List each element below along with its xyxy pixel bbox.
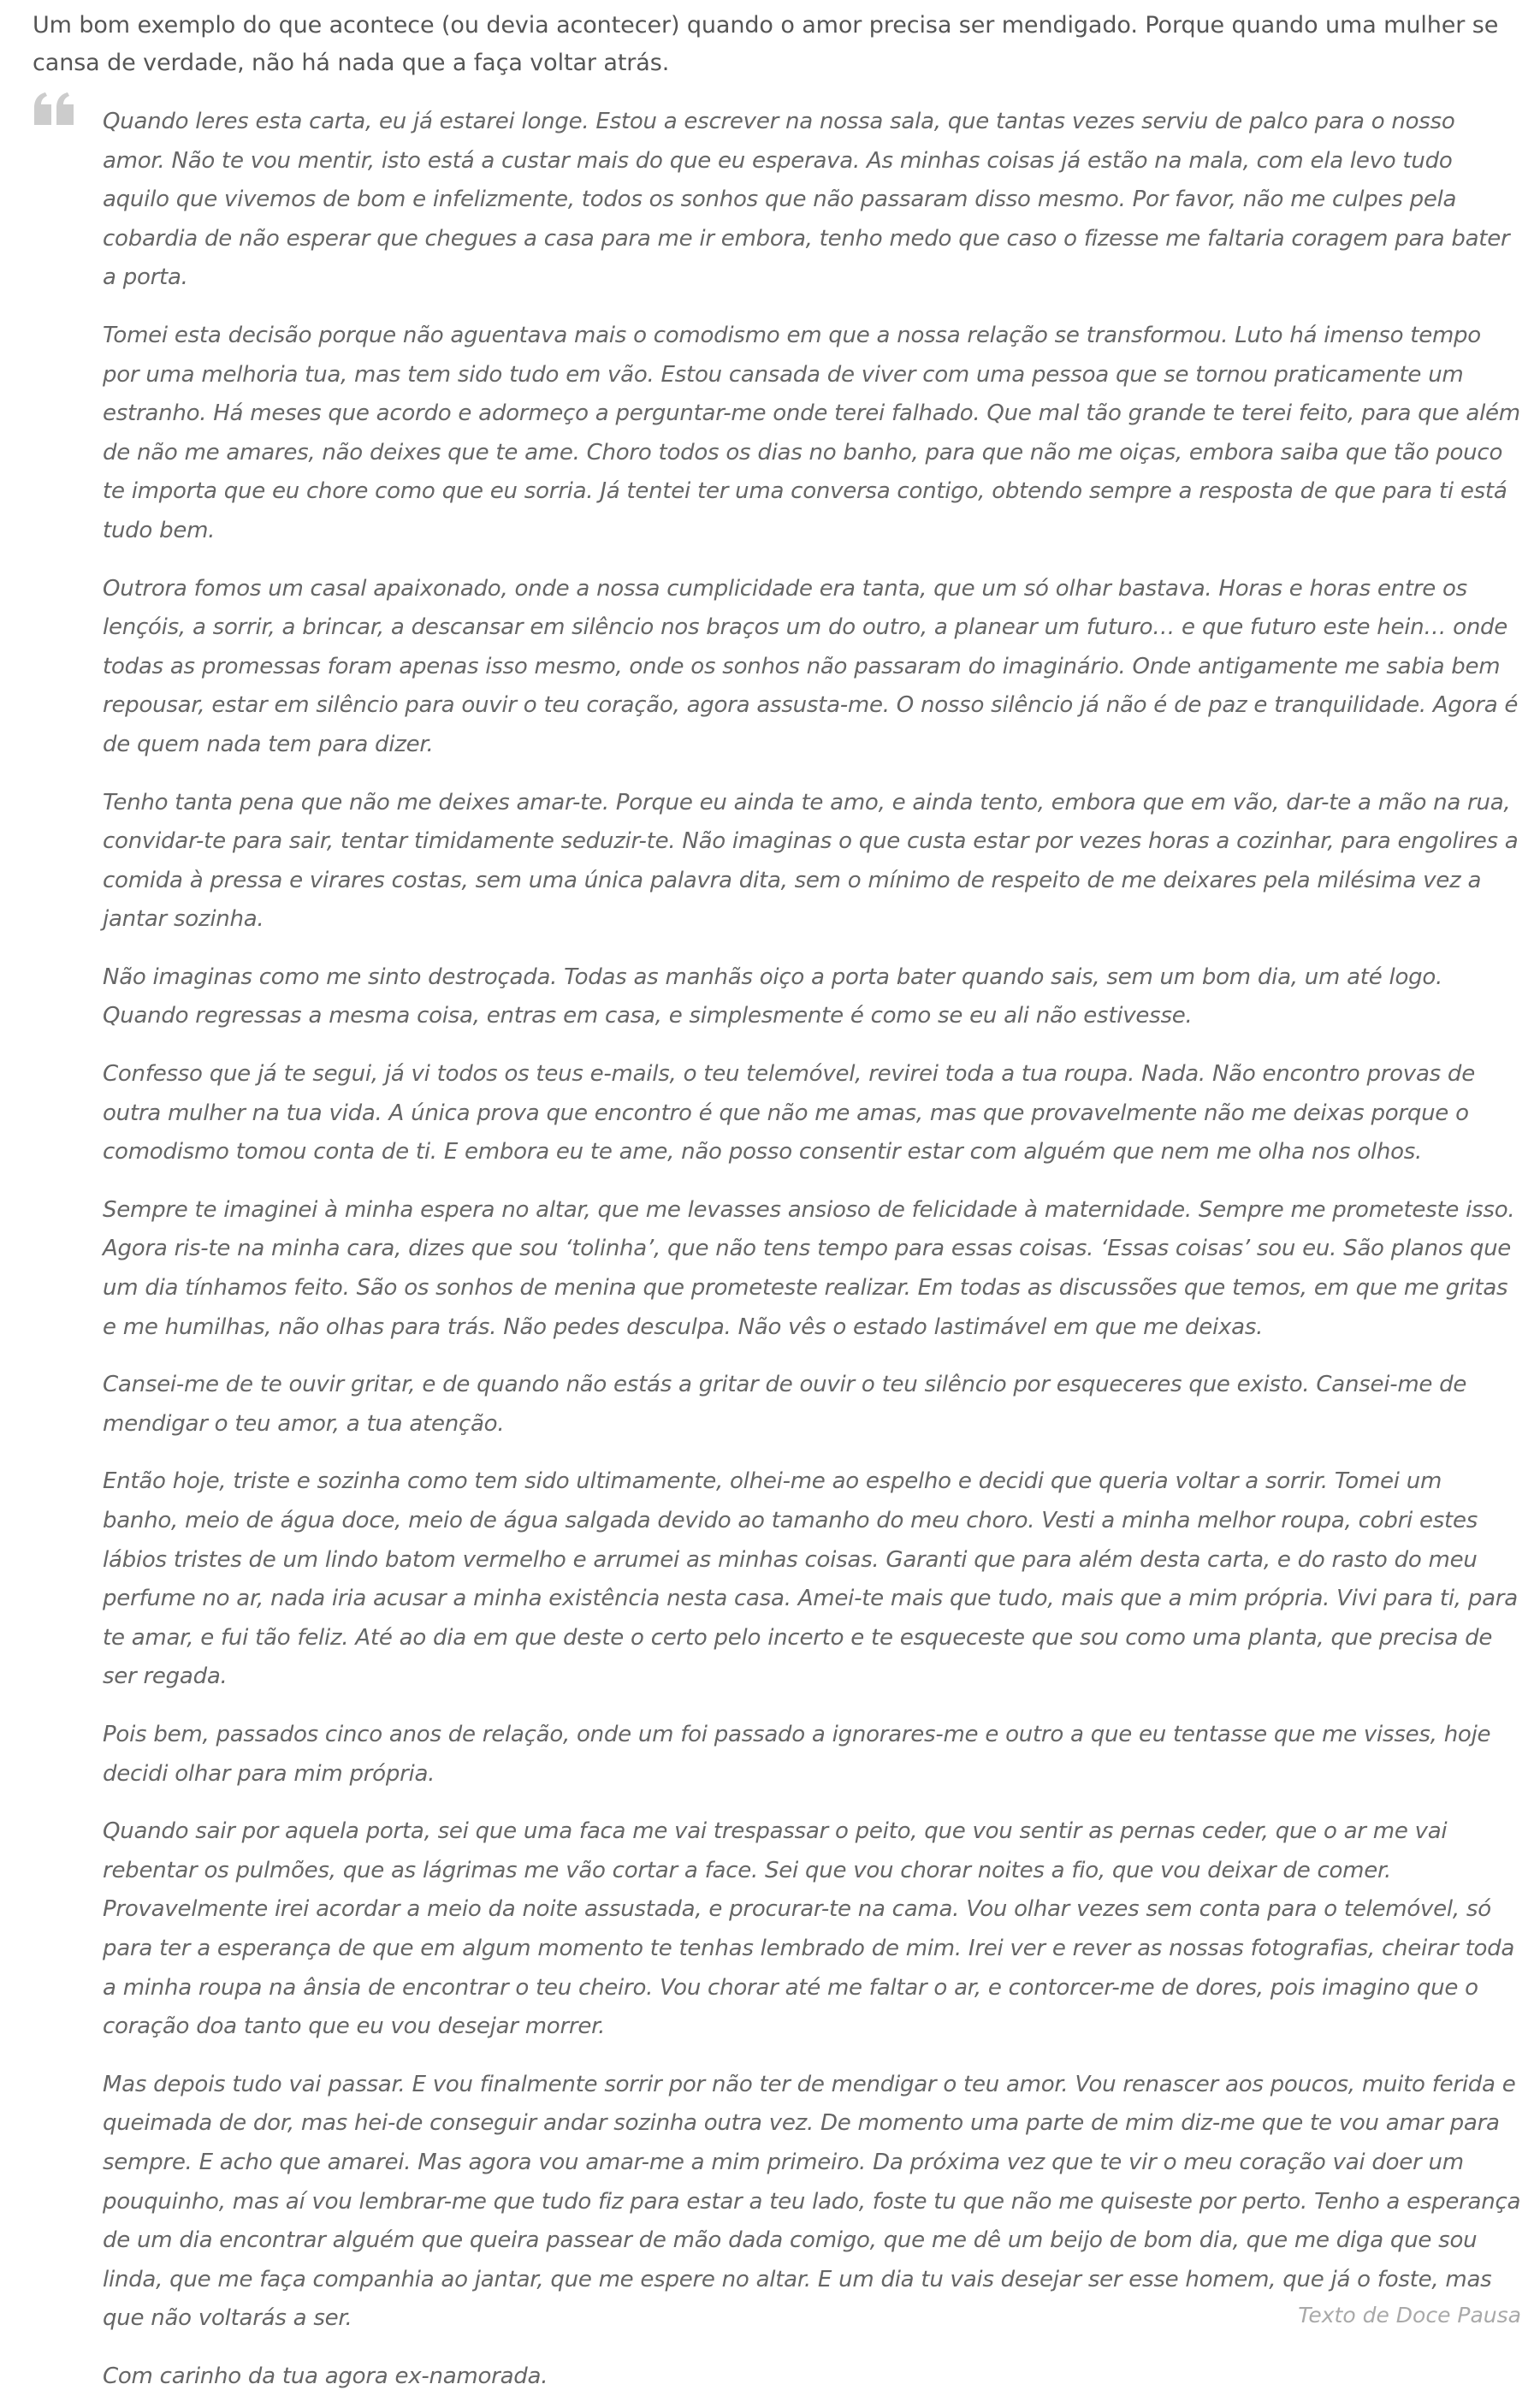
letter-paragraph-10: Pois bem, passados cinco anos de relação, onde um foi passado a ignorares-me e outro a que eu tentasse que me visses, hoje decidi olhar para mim própria. bbox=[103, 1721, 1491, 1787]
letter-paragraph-2: Tomei esta decisão porque não aguentava mais o comodismo em que a nossa relação se transformou. Luto há imenso tempo por uma melhoria tua, mas tem sido tudo em vão. Estou cansada de viver com uma pessoa que se tornou praticamente um estranho. Há meses que acordo e adormeço a perguntar-me onde terei falhado. Que mal tão grande te terei feito, para que além de não me amares, não deixes que te ame. Choro todos os dias no banho, para que não me oiças, embora saiba que tão pouco te importa que eu chore como que eu sorria. Já tentei ter uma conversa contigo, obtendo sempre a resposta de que para ti está tudo bem. bbox=[103, 322, 1520, 543]
letter-paragraph-6: Confesso que já te segui, já vi todos os teus e-mails, o teu telemóvel, revirei toda a tua roupa. Nada. Não encontro provas de outra mulher na tua vida. A única prova que encontro é que não me amas, mas que provavelmente não me deixas porque o comodismo tomou conta de ti. E embora eu te ame, não posso consentir estar com alguém que nem me olha nos olhos. bbox=[103, 1061, 1475, 1165]
letter-paragraph-7: Sempre te imaginei à minha espera no altar, que me levasses ansioso de felicidade à maternidade. Sempre me prometeste isso. Agora ris-te na minha cara, dizes que sou ‘tolinha’, que não tens tempo para essas coisas. ‘Essas coisas’ sou eu. São planos que um dia tínhamos feito. São os sonhos de menina que prometeste realizar. Em todas as discussões que temos, em que me gritas e me humilhas, não olhas para trás. Não pedes desculpa. Não vês o estado lastimável em que me deixas. bbox=[103, 1196, 1515, 1340]
letter-paragraph-1: Quando leres esta carta, eu já estarei longe. Estou a escrever na nossa sala, que tantas vezes serviu de palco para o nosso amor. Não te vou mentir, isto está a custar mais do que eu esperava. As minhas coisas já estão na mala, com ela levo tudo aquilo que vivemos de bom e infelizmente, todos os sonhos que não passaram disso mesmo. Por favor, não me culpes pela cobardia de não esperar que chegues a casa para me ir embora, tenho medo que caso o fizesse me faltaria coragem para bater a porta. bbox=[103, 109, 1510, 291]
letter-paragraph-11: Quando sair por aquela porta, sei que uma faca me vai trespassar o peito, que vou sentir as pernas ceder, que o ar me vai rebentar os pulmões, que as lágrimas me vão cortar a face. Sei que vou chorar noites a fio, que vou deixar de comer. Provavelmente irei acordar a meio da noite assustada, e procurar-te na cama. Vou olhar vezes sem conta para o telemóvel, só para ter a esperança de que em algum momento te tenhas lembrado de mim. Irei ver e rever as nossas fotografias, cheirar toda a minha roupa na ânsia de encontrar o teu cheiro. Vou chorar até me faltar o ar, e contorcer-me de dores, pois imagino que o coração doa tanto que eu vou desejar morrer. bbox=[103, 1818, 1515, 2040]
source-credit: Texto de Doce Pausa bbox=[1298, 2303, 1521, 2328]
double-quote-icon bbox=[33, 91, 77, 135]
letter-paragraph-8: Cansei-me de te ouvir gritar, e de quando não estás a gritar de ouvir o teu silêncio por esqueceres que existo. Cansei-me de mendigar o teu amor, a tua atenção. bbox=[103, 1372, 1467, 1437]
letter-paragraph-5: Não imaginas como me sinto destroçada. Todas as manhãs oiço a porta bater quando sais, sem um bom dia, um até logo. Quando regressas a mesma coisa, entras em casa, e simplesmente é como se eu ali não estivesse. bbox=[103, 964, 1443, 1029]
letter-blockquote bbox=[33, 103, 1526, 2396]
letter-paragraph-3: Outrora fomos um casal apaixonado, onde a nossa cumplicidade era tanta, que um só olhar bastava. Horas e horas entre os lençóis, a sorrir, a brincar, a descansar em silêncio nos braços um do outro, a planear um futuro… e que futuro este hein… onde todas as promessas foram apenas isso mesmo, onde os sonhos não passaram do imaginário. Onde antigamente me sabia bem repousar, estar em silêncio para ouvir o teu coração, agora assusta-me. O nosso silêncio já não é de paz e tranquilidade. Agora é de quem nada tem para dizer. bbox=[103, 575, 1519, 757]
letter-paragraph-9: Então hoje, triste e sozinha como tem sido ultimamente, olhei-me ao espelho e decidi que queria voltar a sorrir. Tomei um banho, meio de água doce, meio de água salgada devido ao tamanho do meu choro. Vesti a minha melhor roupa, cobri estes lábios tristes de um lindo batom vermelho e arrumei as minhas coisas. Garanti que para além desta carta, e do rasto do meu perfume no ar, nada iria acusar a minha existência nesta casa. Amei-te mais que tudo, mais que a mim própria. Vivi para ti, para te amar, e fui tão feliz. Até ao dia em que deste o certo pelo incerto e te esqueceste que sou como uma planta, que precisa de ser regada. bbox=[103, 1468, 1518, 1690]
intro-text: Um bom exemplo do que acontece (ou devia acontecer) quando o amor precisa ser mendigado. Porque quando uma mulher se cansa de verdade, não há nada que a faça voltar atrás. bbox=[33, 12, 1499, 76]
letter-paragraph-12: Mas depois tudo vai passar. E vou finalmente sorrir por não ter de mendigar o teu amor. Vou renascer aos poucos, muito ferida e queimada de dor, mas hei-de conseguir andar sozinha outra vez. De momento uma parte de mim diz-me que te vou amar para sempre. E acho que amarei. Mas agora vou amar-me a mim primeiro. Da próxima vez que te vir o meu coração vai doer um pouquinho, mas aí vou lembrar-me que tudo fiz para estar a teu lado, foste tu que não me quiseste por perto. Tenho a esperança de um dia encontrar alguém que queira passear de mão dada comigo, que me dê um beijo de bom dia, que me diga que sou linda, que me faça companhia ao jantar, que me espere no altar. E um dia tu vais desejar ser esse homem, que já o foste, mas que não voltarás a ser. bbox=[103, 2071, 1521, 2332]
letter-signoff: Com carinho da tua agora ex-namorada. bbox=[103, 2363, 548, 2389]
letter-paragraph-4: Tenho tanta pena que não me deixes amar-te. Porque eu ainda te amo, e ainda tento, embora que em vão, dar-te a mão na rua, convidar-te para sair, tentar timidamente seduzir-te. Não imaginas o que custa estar por vezes horas a cozinhar, para engolires a comida à pressa e virares costas, sem uma única palavra dita, sem o mínimo de respeito de me deixares pela milésima vez a jantar sozinha. bbox=[103, 789, 1519, 933]
